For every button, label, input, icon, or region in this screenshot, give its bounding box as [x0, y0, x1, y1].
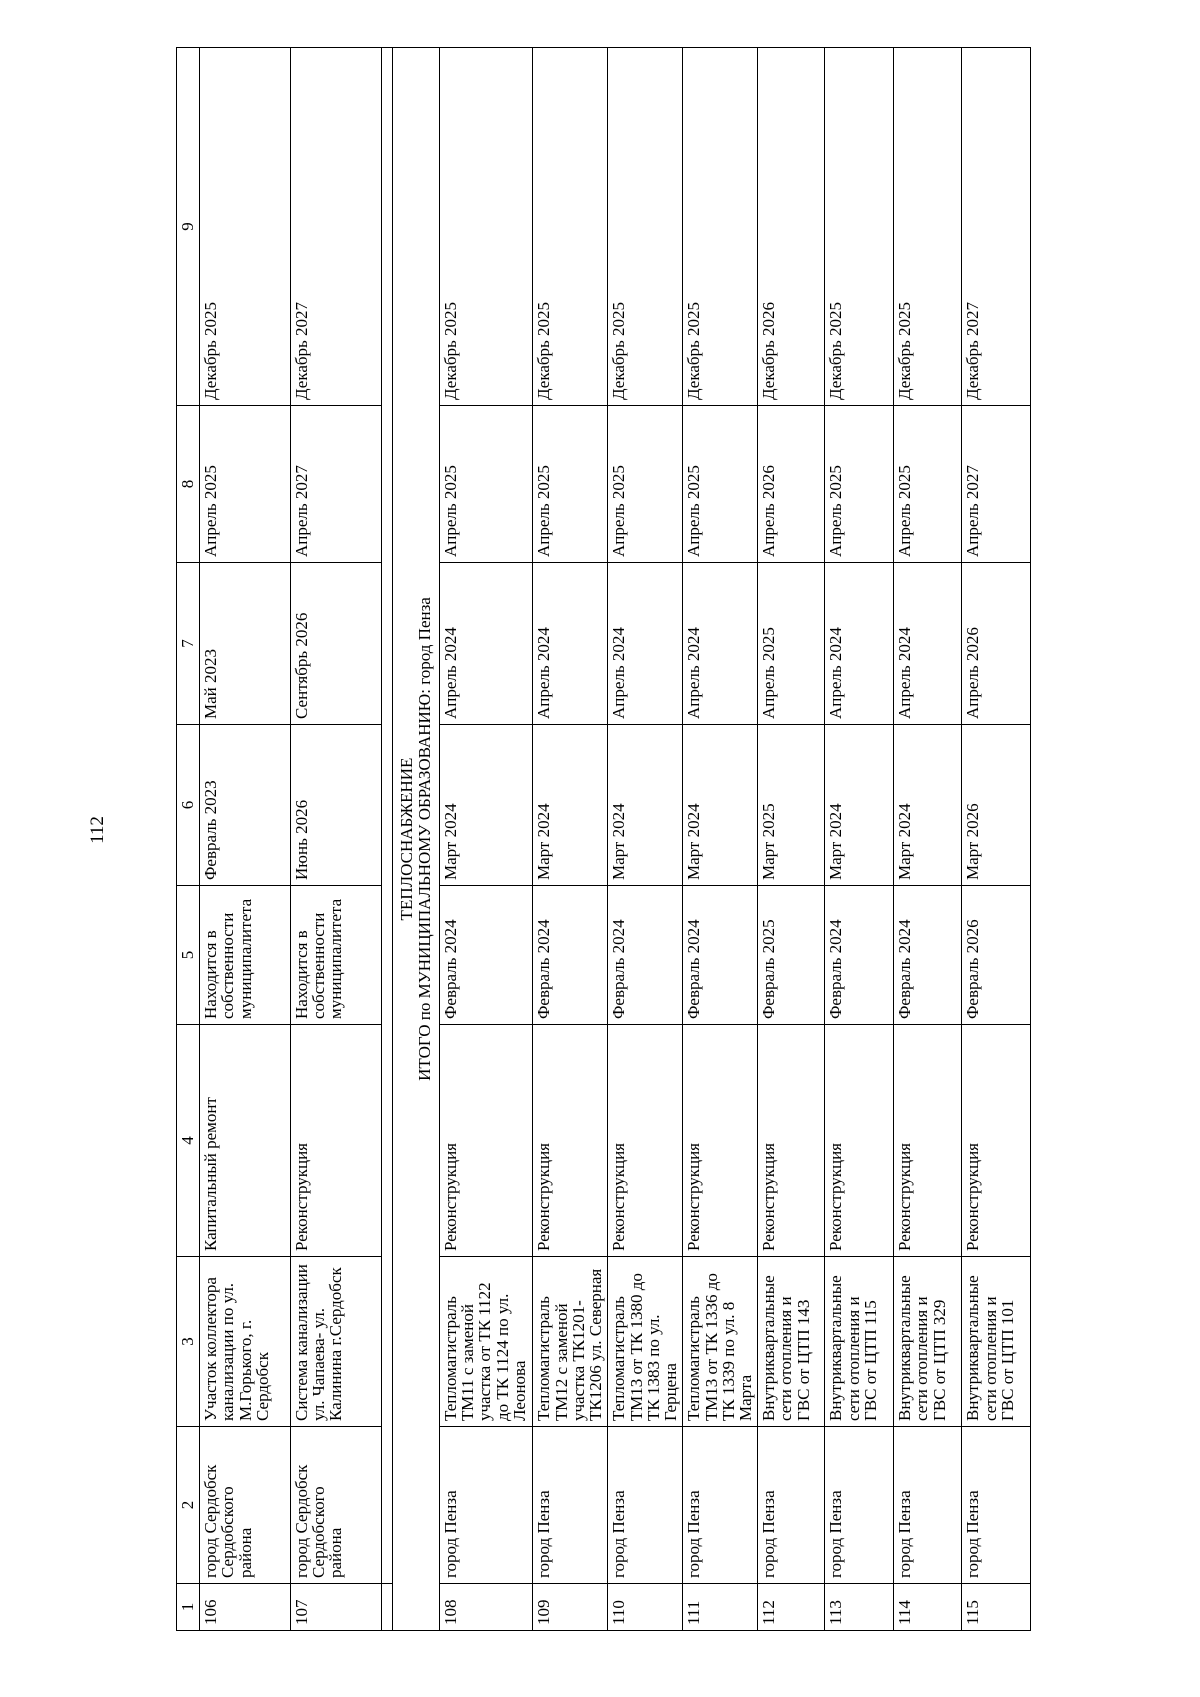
- work-type-cell: Капитальный ремонт: [200, 1025, 291, 1257]
- work-type-cell: Реконструкция: [683, 1025, 758, 1257]
- object-cell: Внутриквартальные сети отопления и ГВС от ЦТП 115: [825, 1257, 893, 1427]
- row-number: 113: [825, 1584, 893, 1631]
- row-number: 108: [439, 1584, 533, 1631]
- header-cell: 8: [177, 406, 200, 563]
- table-row: [825, 48, 893, 1631]
- date-cell: Февраль 2024: [893, 886, 961, 1025]
- work-type-cell: Реконструкция: [893, 1025, 961, 1257]
- date-cell: Декабрь 2025: [825, 48, 893, 406]
- date-cell: Декабрь 2025: [893, 48, 961, 406]
- date-cell: Декабрь 2025: [533, 48, 608, 406]
- date-cell: Июнь 2026: [290, 725, 382, 886]
- date-cell: Февраль 2024: [683, 886, 758, 1025]
- date-cell: Апрель 2026: [962, 563, 1031, 725]
- date-cell: Март 2025: [758, 725, 825, 886]
- date-cell: Апрель 2025: [683, 406, 758, 563]
- table-row: [608, 48, 683, 1631]
- municipality-cell: город Пенза: [608, 1427, 683, 1584]
- work-type-cell: Реконструкция: [758, 1025, 825, 1257]
- date-cell: Март 2024: [439, 725, 533, 886]
- date-cell: Апрель 2025: [608, 406, 683, 563]
- date-cell: Апрель 2024: [893, 563, 961, 725]
- section-title: ТЕПЛОСНАБЖЕНИЕ: [397, 757, 417, 921]
- object-cell: Тепломагистраль ТМ13 от ТК 1336 до ТК 1339 по ул. 8 Марта: [683, 1257, 758, 1427]
- date-cell: Декабрь 2026: [758, 48, 825, 406]
- date-cell: Апрель 2025: [893, 406, 961, 563]
- header-row: [177, 48, 200, 1631]
- date-cell: Март 2024: [533, 725, 608, 886]
- page-number: 112: [87, 816, 108, 844]
- municipality-cell: город Сердобск Сердобского района: [290, 1427, 382, 1584]
- municipality-cell: город Пенза: [962, 1427, 1031, 1584]
- work-type-cell: Реконструкция: [290, 1025, 382, 1257]
- row-number: 115: [962, 1584, 1031, 1631]
- municipality-cell: город Пенза: [533, 1427, 608, 1584]
- object-cell: Тепломагистраль ТМ12 с заменой участка ТК1201-ТК1206 ул. Северная: [533, 1257, 608, 1427]
- date-cell: Февраль 2023: [200, 725, 291, 886]
- work-type-cell: Реконструкция: [439, 1025, 533, 1257]
- date-cell: Май 2023: [200, 563, 291, 725]
- row-number: 107: [290, 1584, 382, 1631]
- date-cell: Февраль 2025: [758, 886, 825, 1025]
- row-number: 111: [683, 1584, 758, 1631]
- rotated-table-container: [176, 48, 1031, 1631]
- work-type-cell: Реконструкция: [962, 1025, 1031, 1257]
- header-cell: 6: [177, 725, 200, 886]
- date-cell: Апрель 2024: [683, 563, 758, 725]
- table-row: [758, 48, 825, 1631]
- table-row: [200, 48, 291, 1631]
- section-subtitle: ИТОГО по МУНИЦИПАЛЬНОМУ ОБРАЗОВАНИЮ: город Пенза: [414, 597, 434, 1081]
- date-cell: Декабрь 2027: [290, 48, 382, 406]
- status-cell: Находится в собственности муниципалитета: [290, 886, 382, 1025]
- date-cell: Февраль 2026: [962, 886, 1031, 1025]
- row-number: 106: [200, 1584, 291, 1631]
- empty-cell: [382, 48, 392, 1584]
- object-cell: Система канализации ул. Чапаева- ул. Калинина г.Сердобск: [290, 1257, 382, 1427]
- object-cell: Внутриквартальные сети отопления и ГВС от ЦТП 329: [893, 1257, 961, 1427]
- date-cell: Декабрь 2025: [200, 48, 291, 406]
- table-row: [290, 48, 382, 1631]
- municipality-cell: город Пенза: [683, 1427, 758, 1584]
- date-cell: Декабрь 2027: [962, 48, 1031, 406]
- header-cell: 2: [177, 1427, 200, 1584]
- header-cell: 3: [177, 1257, 200, 1427]
- work-type-cell: Реконструкция: [608, 1025, 683, 1257]
- municipality-cell: город Сердобск Сердобского района: [200, 1427, 291, 1584]
- object-cell: Тепломагистраль ТМ13 от ТК 1380 до ТК 1383 по ул. Герцена: [608, 1257, 683, 1427]
- date-cell: Сентябрь 2026: [290, 563, 382, 725]
- date-cell: Март 2024: [893, 725, 961, 886]
- date-cell: Февраль 2024: [608, 886, 683, 1025]
- work-type-cell: Реконструкция: [533, 1025, 608, 1257]
- table-row: [893, 48, 961, 1631]
- date-cell: Апрель 2024: [825, 563, 893, 725]
- date-cell: Апрель 2025: [758, 563, 825, 725]
- date-cell: Февраль 2024: [825, 886, 893, 1025]
- header-cell: 5: [177, 886, 200, 1025]
- date-cell: Март 2024: [825, 725, 893, 886]
- date-cell: Март 2024: [683, 725, 758, 886]
- table-row: [683, 48, 758, 1631]
- date-cell: Март 2024: [608, 725, 683, 886]
- row-number: 110: [608, 1584, 683, 1631]
- work-type-cell: Реконструкция: [825, 1025, 893, 1257]
- object-cell: Внутриквартальные сети отопления и ГВС от ЦТП 143: [758, 1257, 825, 1427]
- header-cell: 7: [177, 563, 200, 725]
- separator-row: [382, 48, 392, 1631]
- empty-cell: [382, 1584, 392, 1631]
- municipality-cell: город Пенза: [893, 1427, 961, 1584]
- header-cell: 9: [177, 48, 200, 406]
- date-cell: Апрель 2027: [962, 406, 1031, 563]
- section-heading: [392, 48, 439, 1631]
- date-cell: Декабрь 2025: [608, 48, 683, 406]
- date-cell: Апрель 2026: [758, 406, 825, 563]
- object-cell: Тепломагистраль ТМ11 с заменой участка от ТК 1122 до ТК 1124 по ул. Леонова: [439, 1257, 533, 1427]
- date-cell: Апрель 2024: [439, 563, 533, 725]
- municipality-cell: город Пенза: [758, 1427, 825, 1584]
- table-row: [962, 48, 1031, 1631]
- object-cell: Участок коллектора канализации по ул. М.Горького, г. Сердобск: [200, 1257, 291, 1427]
- projects-table: [176, 47, 1031, 1631]
- table-row: [439, 48, 533, 1631]
- date-cell: Апрель 2024: [608, 563, 683, 725]
- date-cell: Апрель 2025: [825, 406, 893, 563]
- row-number: 109: [533, 1584, 608, 1631]
- header-cell: 4: [177, 1025, 200, 1257]
- status-cell: Находится в собственности муниципалитета: [200, 886, 291, 1025]
- object-cell: Внутриквартальные сети отопления и ГВС от ЦТП 101: [962, 1257, 1031, 1427]
- date-cell: Март 2026: [962, 725, 1031, 886]
- date-cell: Декабрь 2025: [683, 48, 758, 406]
- date-cell: Апрель 2025: [200, 406, 291, 563]
- row-number: 114: [893, 1584, 961, 1631]
- header-cell: 1: [177, 1584, 200, 1631]
- row-number: 112: [758, 1584, 825, 1631]
- date-cell: Февраль 2024: [439, 886, 533, 1025]
- date-cell: Апрель 2025: [533, 406, 608, 563]
- date-cell: Февраль 2024: [533, 886, 608, 1025]
- date-cell: Апрель 2024: [533, 563, 608, 725]
- date-cell: Декабрь 2025: [439, 48, 533, 406]
- municipality-cell: город Пенза: [825, 1427, 893, 1584]
- section-row: [392, 48, 439, 1631]
- municipality-cell: город Пенза: [439, 1427, 533, 1584]
- table-row: [533, 48, 608, 1631]
- rotated-table-page: [176, 48, 1031, 1631]
- date-cell: Апрель 2025: [439, 406, 533, 563]
- date-cell: Апрель 2027: [290, 406, 382, 563]
